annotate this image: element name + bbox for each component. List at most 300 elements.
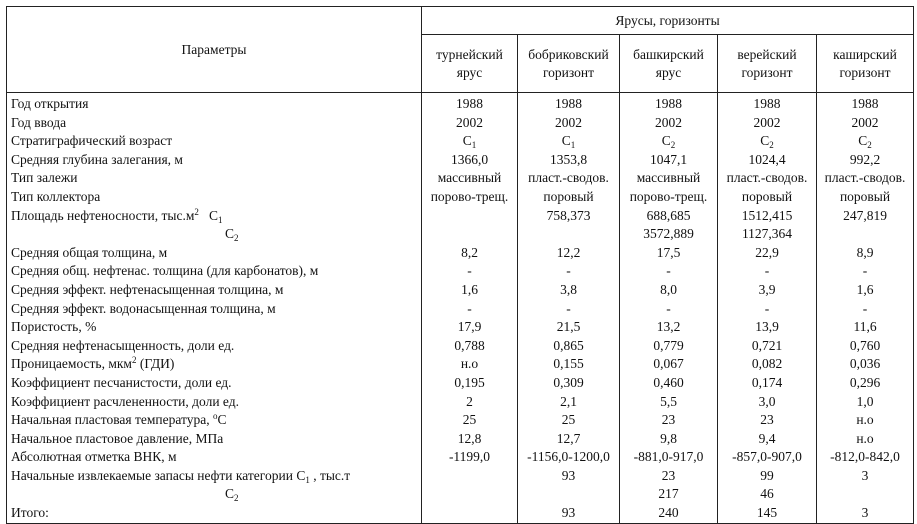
row-value [817,467,914,486]
cell-value: 0,309 [553,374,584,390]
row-parameter [7,300,422,319]
table-row [7,467,914,486]
row-label: Средняя нефтенасыщенность, доли ед. [11,337,235,353]
row-label: Тип залежи [11,170,78,186]
row-parameter [7,411,422,430]
cell-value: 3 [861,467,869,483]
cell-value: 0,036 [849,356,881,372]
row-parameter [7,169,422,188]
row-value [518,93,620,114]
category-letter: C [296,467,306,483]
row-value [422,374,518,393]
column-header-line2: ярус [456,64,483,80]
row-parameter [7,318,422,337]
table-row [7,244,914,263]
row-value [620,300,718,319]
cell-value: 0,779 [653,337,684,353]
row-value [817,485,914,504]
cell-value: 13,2 [656,319,681,335]
column-header-line1: каширский [833,46,897,62]
row-value [817,355,914,374]
cell-value: н.о [856,430,874,446]
cell-value: 1,6 [461,281,478,297]
row-value [620,374,718,393]
table-row [7,207,914,226]
row-value [718,374,817,393]
table-row [7,93,914,114]
cell-value: - [764,300,770,316]
row-label: Средняя глубина залегания, м [11,151,183,167]
row-parameter [7,225,422,244]
table-row [7,318,914,337]
row-value [718,300,817,319]
row-value [518,244,620,263]
cell-value: пласт.-сводов. [528,170,609,186]
category-letter: C [209,207,219,223]
cell-subscript: 1 [471,140,477,151]
cell-value: 1988 [655,96,682,111]
cell-value: 3,8 [560,281,577,297]
row-value [518,355,620,374]
row-value [817,132,914,151]
row-value [817,411,914,430]
cell-value: C [561,133,571,149]
row-value [620,355,718,374]
cell-value: 3,0 [758,393,776,409]
cell-value: 9,8 [660,430,677,446]
cell-value: массивный [636,170,701,186]
row-value [518,188,620,207]
row-value [422,188,518,207]
cell-value: 2002 [753,114,781,130]
row-value [518,374,620,393]
cell-value: C [858,133,868,149]
cell-value: 1988 [753,96,781,111]
cell-value: -812,0-842,0 [830,449,900,465]
row-value [620,504,718,523]
row-parameter [7,244,422,263]
cell-value: -1199,0 [448,449,491,465]
table-row [7,485,914,504]
row-value [718,132,817,151]
row-value [817,244,914,263]
row-value [518,169,620,188]
row-value [620,448,718,467]
row-value [817,151,914,170]
header-parameters: Параметры [7,7,422,93]
column-header-line1: бобриковский [528,46,609,62]
row-label-superscript: 2 [131,355,137,366]
row-label: Начальные извлекаемые запасы нефти категории [11,467,297,483]
row-value [518,411,620,430]
row-value [422,355,518,374]
cell-value: 1047,1 [649,151,688,167]
row-value [518,207,620,226]
row-label: Средняя эффект. нефтенасыщенная толщина, м [11,281,284,297]
table-row [7,132,914,151]
row-label: Год ввода [11,114,67,130]
cell-subscript: 2 [670,140,676,151]
row-value [422,225,518,244]
row-value [817,318,914,337]
cell-value: 1512,415 [741,207,793,223]
row-parameter [7,337,422,356]
cell-value: порово-трещ. [430,188,509,204]
row-parameter [7,504,422,523]
row-value [817,93,914,114]
row-parameter [7,448,422,467]
cell-value: 1353,8 [549,151,588,167]
cell-value: 22,9 [755,244,779,260]
table-body [7,93,914,524]
cell-value: - [467,300,472,316]
cell-value: н.о [460,356,479,372]
category-label [11,485,239,504]
cell-value: 17,5 [656,244,681,260]
row-value [620,281,718,300]
cell-value: 1,0 [856,393,874,409]
row-value [620,188,718,207]
row-value [718,337,817,356]
row-value [817,448,914,467]
cell-value: 17,9 [457,319,482,335]
cell-value: массивный [437,170,502,186]
cell-value: 2002 [456,114,483,130]
cell-value: 688,685 [646,207,691,223]
row-value [817,225,914,244]
row-value [817,114,914,133]
row-value [518,262,620,281]
row-value [518,114,620,133]
row-value [718,225,817,244]
table-row [7,169,914,188]
table-row [7,411,914,430]
row-label-suffix: , тыс.т [309,467,351,483]
cell-value: 8,0 [660,281,677,297]
cell-value: 0,721 [751,337,783,353]
row-value [422,169,518,188]
row-value [422,430,518,449]
cell-value: порово-трещ. [629,188,708,204]
row-value [518,337,620,356]
row-value [718,430,817,449]
row-label: Средняя общ. нефтенас. толщина (для карбонатов), м [11,263,319,279]
cell-value: 0,174 [751,374,783,390]
row-parameter [7,281,422,300]
cell-value: 1366,0 [450,151,489,167]
cell-value: 99 [760,467,774,483]
cell-value: 217 [658,486,679,502]
row-parameter [7,114,422,133]
row-label: Итого: [11,505,49,521]
row-value [422,93,518,114]
cell-value: 12,7 [556,430,581,446]
table-row [7,262,914,281]
column-header [817,35,914,93]
cell-value: -1156,0-1200,0 [527,449,610,465]
table-row [7,281,914,300]
row-value [620,225,718,244]
row-value [620,114,718,133]
cell-value: C [462,133,472,149]
cell-value: 0,195 [454,374,485,390]
row-value [620,151,718,170]
row-value [620,318,718,337]
cell-subscript: 2 [769,140,774,151]
cell-value: 240 [658,505,679,521]
cell-value: н.о [856,412,874,428]
row-value [518,318,620,337]
cell-value: 0,865 [553,337,584,353]
cell-value: - [566,300,571,316]
row-value [518,504,620,523]
row-value [718,114,817,133]
row-value [718,207,817,226]
cell-value: 25 [462,412,477,428]
table-row [7,337,914,356]
cell-value: 1,6 [856,281,874,297]
row-value [620,93,718,114]
row-value [718,504,817,523]
cell-value: - [764,263,770,279]
row-value [518,448,620,467]
cell-value: -881,0-917,0 [633,449,704,465]
cell-value: поровый [543,188,594,204]
cell-value: 1024,4 [748,151,786,167]
row-label-superscript: 2 [194,206,199,217]
row-value [620,262,718,281]
row-value [422,467,518,486]
row-value [718,448,817,467]
table-row [7,300,914,319]
table-row [7,151,914,170]
category-subscript: 1 [218,214,223,225]
cell-value: 25 [561,412,576,428]
cell-value: 758,373 [546,207,591,223]
row-value [422,318,518,337]
row-label: Стратиграфический возраст [11,133,173,149]
column-header-line2: горизонт [542,64,595,80]
cell-value: - [862,300,868,316]
row-value [620,169,718,188]
cell-value: 0,296 [849,374,881,390]
row-value [422,411,518,430]
row-value [620,244,718,263]
row-value [620,207,718,226]
row-value [620,430,718,449]
row-value [422,262,518,281]
reservoir-parameters-table [6,6,914,524]
cell-value: поровый [741,188,793,204]
row-parameter [7,262,422,281]
row-value [518,281,620,300]
cell-value: 0,788 [454,337,485,353]
table-row [7,114,914,133]
row-label-suffix: (ГДИ) [136,356,175,372]
cell-value: 23 [661,467,676,483]
cell-value: - [666,263,671,279]
table-row [7,504,914,523]
row-value [718,393,817,412]
row-label-suffix: C [217,412,227,428]
cell-value: 5,5 [660,393,677,409]
cell-value: 8,2 [461,244,478,260]
cell-value: поровый [839,188,891,204]
cell-value: 0,460 [653,374,684,390]
column-header [518,35,620,93]
row-parameter [7,467,422,486]
cell-value: 9,4 [758,430,776,446]
cell-value: 21,5 [556,319,581,335]
column-header-line2: горизонт [839,64,891,80]
row-value [718,151,817,170]
cell-value: 23 [760,412,774,428]
cell-value: 93 [561,467,576,483]
table-row [7,355,914,374]
cell-value: 2002 [655,114,682,130]
column-header [620,35,718,93]
row-label: Начальное пластовое давление, МПа [11,430,224,446]
row-value [817,393,914,412]
row-parameter [7,132,422,151]
row-value [620,485,718,504]
row-value [422,281,518,300]
row-parameter [7,355,422,374]
cell-value: 11,6 [853,319,877,335]
cell-value: 12,2 [556,244,581,260]
row-value [817,281,914,300]
category-subscript: 2 [234,233,239,244]
header-stratigraphic-units: Ярусы, горизонты [422,7,914,35]
row-value [817,337,914,356]
category-subscript: 1 [305,474,310,485]
row-value [817,207,914,226]
row-parameter [7,485,422,504]
table-row [7,430,914,449]
row-value [718,318,817,337]
column-header-line1: башкирский [633,46,704,62]
row-value [518,151,620,170]
row-value [817,262,914,281]
cell-value: 1988 [456,96,483,111]
cell-value: 12,8 [457,430,482,446]
row-value [620,393,718,412]
category-label [11,225,239,244]
cell-value: 1127,364 [741,226,793,242]
cell-value: 992,2 [849,151,881,167]
category-subscript: 2 [234,493,239,504]
table-row [7,393,914,412]
row-value [518,225,620,244]
row-value [422,448,518,467]
cell-value: 2002 [851,114,879,130]
row-value [620,411,718,430]
cell-value: 3572,889 [643,226,694,242]
row-label: Начальная пластовая температура, [11,412,213,428]
cell-value: - [666,300,671,316]
cell-value: - [467,263,472,279]
cell-value: 145 [756,505,778,521]
row-label: Средняя эффект. водонасыщенная толщина, м [11,300,276,316]
cell-value: 13,9 [755,319,779,335]
row-value [422,207,518,226]
cell-value: C [661,133,671,149]
cell-value: 23 [661,412,676,428]
cell-value: 2002 [555,114,582,130]
cell-value: 0,760 [849,337,881,353]
table-row [7,225,914,244]
row-value [422,504,518,523]
column-header-line1: верейский [737,46,797,62]
cell-value: 3,9 [758,281,776,297]
row-value [518,467,620,486]
row-value [518,300,620,319]
column-header [422,35,518,93]
row-value [817,430,914,449]
row-label: Проницаемость, мкм [11,356,132,372]
cell-value: 0,155 [553,356,584,372]
row-value [718,188,817,207]
row-value [422,485,518,504]
row-value [518,132,620,151]
row-value [620,467,718,486]
row-value [422,114,518,133]
cell-value: 1988 [851,96,879,111]
row-value [422,244,518,263]
row-value [422,337,518,356]
cell-subscript: 1 [570,140,576,151]
column-header-line1: турнейский [436,46,503,62]
row-parameter [7,374,422,393]
cell-value: - [862,263,868,279]
row-value [620,337,718,356]
row-value [518,485,620,504]
row-parameter [7,207,422,226]
row-label: Средняя общая толщина, м [11,244,168,260]
cell-subscript: 2 [867,140,872,151]
row-value [718,467,817,486]
row-value [422,132,518,151]
row-label: Коэффициент расчлененности, доли ед. [11,393,239,409]
column-header-line2: горизонт [741,64,793,80]
row-label: Абсолютная отметка ВНК, м [11,449,177,465]
row-label: Коэффициент песчанистости, доли ед. [11,374,232,390]
cell-value: 0,082 [751,356,783,372]
row-parameter [7,93,422,114]
category-letter: C [225,486,235,502]
row-value [718,244,817,263]
cell-value: 1988 [555,96,582,111]
cell-value: 93 [561,505,576,521]
row-value [718,411,817,430]
cell-value: пласт.-сводов. [726,170,808,186]
row-value [422,393,518,412]
row-value [817,188,914,207]
cell-value: 3 [861,505,869,521]
row-value [718,355,817,374]
cell-value: 2,1 [560,393,577,409]
cell-value: 0,067 [653,356,684,372]
table-row [7,188,914,207]
column-header-line2: ярус [655,64,682,80]
row-value [718,281,817,300]
table-row [7,374,914,393]
row-parameter [7,188,422,207]
row-value [817,169,914,188]
cell-value: -857,0-907,0 [732,449,802,465]
row-value [422,151,518,170]
category-letter: C [225,226,235,242]
